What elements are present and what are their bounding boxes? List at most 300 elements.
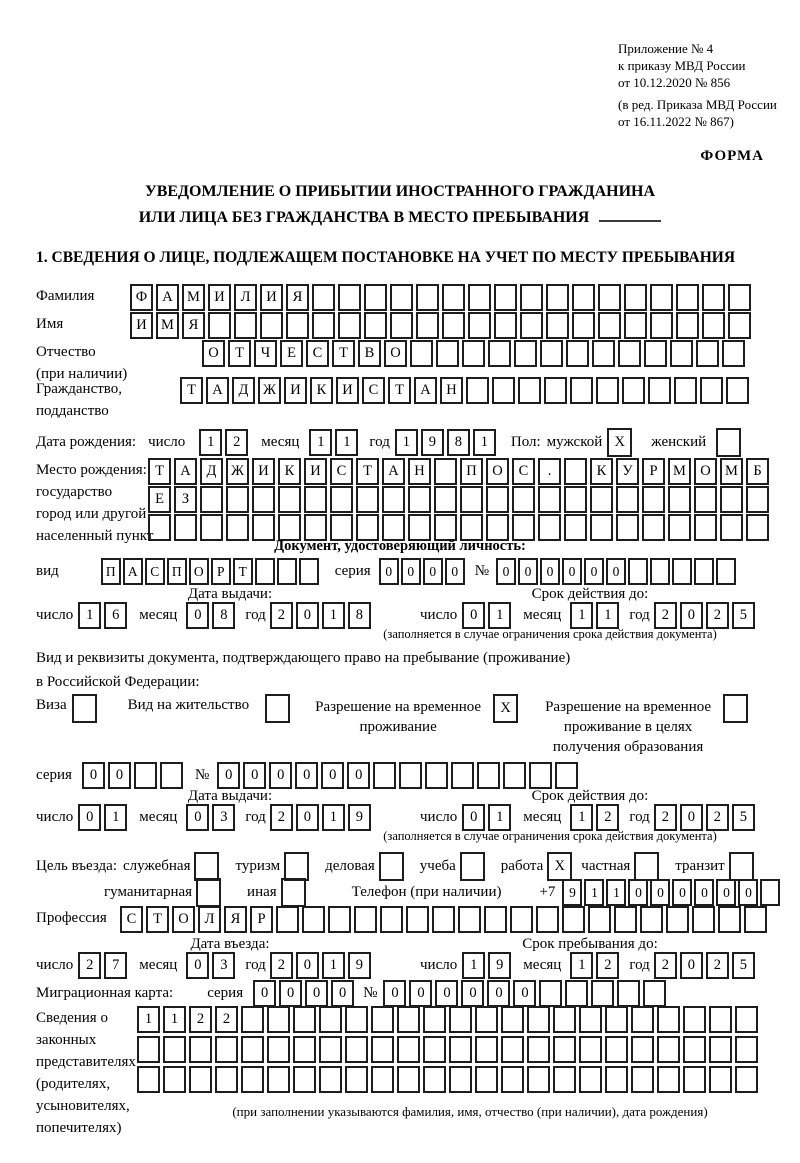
purpose-business-label: деловая xyxy=(325,858,375,874)
until-day-boxes xyxy=(462,952,514,979)
char-box xyxy=(514,340,537,367)
char-box: Л xyxy=(198,906,221,933)
char-box xyxy=(319,1036,342,1063)
char-box xyxy=(735,1006,758,1033)
char-box xyxy=(390,284,413,311)
char-box xyxy=(312,284,335,311)
char-box: 2 xyxy=(78,952,101,979)
char-box xyxy=(196,878,221,907)
char-box: 1 xyxy=(322,952,345,979)
char-box: 0 xyxy=(680,602,703,629)
staydoc-series-boxes xyxy=(82,762,186,789)
char-box xyxy=(484,906,507,933)
until-year-label: год xyxy=(629,957,650,973)
char-box xyxy=(709,1066,732,1093)
purpose-work-label: работа xyxy=(500,858,544,874)
char-box xyxy=(642,514,665,541)
representatives-label-line3: представителях xyxy=(36,1054,136,1070)
char-box: 0 xyxy=(496,558,516,585)
char-box: 1 xyxy=(137,1006,160,1033)
temp-permit-label-line2: проживание xyxy=(359,719,437,735)
char-box xyxy=(380,906,403,933)
char-box xyxy=(475,1066,498,1093)
char-box: 2 xyxy=(189,1006,212,1033)
sex-female-label: женский xyxy=(651,434,707,450)
char-box: 0 xyxy=(243,762,266,789)
char-box: С xyxy=(145,558,165,585)
char-box: 0 xyxy=(487,980,510,1007)
char-box: М xyxy=(156,312,179,339)
char-box xyxy=(512,486,535,513)
char-box: О xyxy=(189,558,209,585)
char-box xyxy=(278,486,301,513)
staydoc-valid-year-label: год xyxy=(629,809,650,825)
char-box: 8 xyxy=(348,602,371,629)
char-box xyxy=(716,558,736,585)
char-box: 0 xyxy=(518,558,538,585)
char-box xyxy=(527,1006,550,1033)
char-box: 9 xyxy=(348,952,371,979)
staydoc-number-boxes xyxy=(217,762,581,789)
iddoc-valid-day-boxes xyxy=(462,602,514,629)
char-box: 5 xyxy=(732,952,755,979)
char-box: 1 xyxy=(570,952,593,979)
char-box: 1 xyxy=(462,952,485,979)
char-box: 0 xyxy=(584,558,604,585)
char-box xyxy=(716,428,741,457)
residence-permit-checkbox xyxy=(265,694,293,723)
char-box: Н xyxy=(408,458,431,485)
form-title-line2-text: ИЛИ ЛИЦА БЕЗ ГРАЖДАНСТВА В МЕСТО ПРЕБЫВАНИЯ xyxy=(138,209,590,226)
char-box xyxy=(746,486,769,513)
birthdate-label: Дата рождения: xyxy=(36,434,137,450)
char-box: 1 xyxy=(335,429,358,456)
staydoc-valid-month-boxes xyxy=(570,804,622,831)
staydoc-valid-year-boxes xyxy=(654,804,758,831)
char-box xyxy=(194,852,219,881)
char-box: 1 xyxy=(584,879,604,906)
char-box xyxy=(518,377,541,404)
char-box: 1 xyxy=(488,804,511,831)
char-box xyxy=(605,1006,628,1033)
firstname-label: Имя xyxy=(36,316,64,332)
char-box xyxy=(634,852,659,881)
char-box xyxy=(442,284,465,311)
char-box xyxy=(260,312,283,339)
iddoc-issue-month-label: месяц xyxy=(139,607,178,623)
patronymic-label: Отчество xyxy=(36,344,96,360)
char-box: 0 xyxy=(694,879,714,906)
char-box: 9 xyxy=(348,804,371,831)
char-box: 0 xyxy=(186,952,209,979)
char-box xyxy=(650,558,670,585)
birthplace-boxes-row2 xyxy=(148,486,772,513)
char-box xyxy=(650,284,673,311)
char-box: 0 xyxy=(279,980,302,1007)
char-box: 0 xyxy=(606,558,626,585)
char-box: 1 xyxy=(488,602,511,629)
staydoc-issue-year-boxes xyxy=(270,804,374,831)
char-box: 2 xyxy=(654,952,677,979)
char-box: 0 xyxy=(401,558,421,585)
entry-date-row xyxy=(36,952,374,979)
char-box: 1 xyxy=(395,429,418,456)
char-box xyxy=(720,486,743,513)
profession-boxes xyxy=(120,906,770,933)
char-box xyxy=(460,852,485,881)
staydoc-number-label: № xyxy=(194,767,210,783)
char-box: 9 xyxy=(562,879,582,906)
char-box xyxy=(432,906,455,933)
char-box xyxy=(148,514,171,541)
char-box xyxy=(160,762,183,789)
char-box: 8 xyxy=(447,429,470,456)
until-month-boxes xyxy=(570,952,622,979)
char-box xyxy=(553,1036,576,1063)
citizenship-sublabel: подданство xyxy=(36,403,109,419)
staydoc-issue-month-label: месяц xyxy=(139,809,178,825)
char-box: К xyxy=(278,458,301,485)
char-box: 0 xyxy=(108,762,131,789)
char-box: 0 xyxy=(82,762,105,789)
birthdate-year-boxes xyxy=(395,429,499,456)
iddoc-issue-year-boxes xyxy=(270,602,374,629)
char-box: 0 xyxy=(186,804,209,831)
char-box: 3 xyxy=(212,952,235,979)
iddoc-issue-month-boxes xyxy=(186,602,238,629)
purpose-official-checkbox xyxy=(194,852,222,881)
char-box xyxy=(241,1006,264,1033)
char-box xyxy=(590,486,613,513)
birthplace-sublabel-2: город или другой xyxy=(36,506,147,522)
char-box xyxy=(643,980,666,1007)
char-box xyxy=(527,1036,550,1063)
char-box xyxy=(520,284,543,311)
profession-label: Профессия xyxy=(36,910,107,926)
char-box xyxy=(520,312,543,339)
char-box: 1 xyxy=(570,804,593,831)
char-box xyxy=(628,558,648,585)
char-box: 0 xyxy=(296,602,319,629)
char-box xyxy=(488,340,511,367)
char-box xyxy=(718,906,741,933)
char-box: 0 xyxy=(423,558,443,585)
iddoc-type-boxes xyxy=(101,558,321,585)
purpose-row2-phone-row xyxy=(104,878,782,907)
char-box: Я xyxy=(224,906,247,933)
char-box: 0 xyxy=(296,804,319,831)
surname-boxes xyxy=(130,284,754,311)
char-box: 2 xyxy=(654,602,677,629)
char-box xyxy=(436,340,459,367)
char-box xyxy=(267,1066,290,1093)
char-box xyxy=(702,312,725,339)
char-box: 1 xyxy=(596,602,619,629)
char-box: 0 xyxy=(269,762,292,789)
iddoc-valid-year-boxes xyxy=(654,602,758,629)
char-box xyxy=(408,486,431,513)
char-box xyxy=(278,514,301,541)
staydoc-options-row xyxy=(36,694,751,757)
iddoc-number-label: № xyxy=(474,563,489,579)
residence-permit-label: Вид на жительство xyxy=(127,697,250,713)
char-box: 0 xyxy=(738,879,758,906)
staydoc-valid-day-boxes xyxy=(462,804,514,831)
char-box: И xyxy=(336,377,359,404)
char-box xyxy=(354,906,377,933)
char-box: 1 xyxy=(606,879,626,906)
char-box xyxy=(425,762,448,789)
iddoc-validity-note: (заполняется в случае ограничения срока действия документа) xyxy=(383,627,717,641)
purpose-official-label: служебная xyxy=(122,858,191,874)
char-box: П xyxy=(101,558,121,585)
iddoc-type-row xyxy=(36,558,738,585)
char-box: 0 xyxy=(650,879,670,906)
char-box: Д xyxy=(232,377,255,404)
char-box: П xyxy=(460,458,483,485)
birthdate-month-boxes xyxy=(309,429,361,456)
char-box xyxy=(397,1036,420,1063)
until-month-label: месяц xyxy=(523,957,562,973)
edu-permit-checkbox xyxy=(723,694,751,723)
char-box: 0 xyxy=(445,558,465,585)
char-box xyxy=(356,486,379,513)
char-box: З xyxy=(174,486,197,513)
char-box xyxy=(492,377,515,404)
visa-label: Виза xyxy=(36,697,67,713)
char-box xyxy=(338,284,361,311)
char-box xyxy=(277,558,297,585)
char-box xyxy=(449,1006,472,1033)
char-box xyxy=(683,1036,706,1063)
char-box: Т xyxy=(146,906,169,933)
staydoc-issue-date-row xyxy=(36,804,374,831)
char-box xyxy=(276,906,299,933)
char-box: С xyxy=(512,458,535,485)
char-box xyxy=(284,852,309,881)
char-box xyxy=(527,1066,550,1093)
char-box xyxy=(598,284,621,311)
iddoc-issue-heading: Дата выдачи: xyxy=(187,586,273,602)
staydoc-validity-note: (заполняется в случае ограничения срока действия документа) xyxy=(383,829,717,843)
char-box: 1 xyxy=(473,429,496,456)
char-box xyxy=(579,1066,602,1093)
char-box: Я xyxy=(182,312,205,339)
char-box xyxy=(345,1006,368,1033)
birthplace-boxes-row1 xyxy=(148,458,772,485)
legal-reference-block xyxy=(618,40,777,130)
char-box xyxy=(399,762,422,789)
char-box xyxy=(434,458,457,485)
char-box: А xyxy=(206,377,229,404)
char-box: 0 xyxy=(186,602,209,629)
char-box xyxy=(728,284,751,311)
representatives-label-line6: попечителях) xyxy=(36,1120,122,1136)
char-box: 0 xyxy=(379,558,399,585)
char-box xyxy=(226,514,249,541)
char-box: 0 xyxy=(331,980,354,1007)
char-box xyxy=(330,514,353,541)
char-box xyxy=(503,762,526,789)
char-box xyxy=(442,312,465,339)
birthdate-year-label: год xyxy=(369,434,390,450)
char-box xyxy=(694,514,717,541)
char-box xyxy=(345,1036,368,1063)
char-box xyxy=(501,1066,524,1093)
representatives-boxes-row2 xyxy=(137,1036,761,1063)
iddoc-valid-day-label: число xyxy=(420,607,458,623)
char-box xyxy=(475,1036,498,1063)
char-box: О xyxy=(384,340,407,367)
char-box xyxy=(616,514,639,541)
char-box: 0 xyxy=(540,558,560,585)
char-box xyxy=(744,906,767,933)
char-box: 0 xyxy=(296,952,319,979)
char-box xyxy=(255,558,275,585)
char-box xyxy=(536,906,559,933)
char-box: 2 xyxy=(654,804,677,831)
char-box: 2 xyxy=(270,804,293,831)
char-box: 0 xyxy=(462,804,485,831)
title-blank-underline xyxy=(599,206,661,222)
char-box xyxy=(622,377,645,404)
char-box xyxy=(286,312,309,339)
char-box xyxy=(674,377,697,404)
char-box xyxy=(371,1006,394,1033)
char-box xyxy=(416,284,439,311)
char-box xyxy=(579,1036,602,1063)
char-box: Н xyxy=(440,377,463,404)
char-box: О xyxy=(486,458,509,485)
iddoc-issue-date-row xyxy=(36,602,374,629)
char-box xyxy=(486,514,509,541)
char-box xyxy=(408,514,431,541)
staydoc-issue-heading: Дата выдачи: xyxy=(187,788,273,804)
char-box: Т xyxy=(233,558,253,585)
char-box xyxy=(644,340,667,367)
char-box xyxy=(631,1036,654,1063)
char-box: С xyxy=(306,340,329,367)
char-box xyxy=(466,377,489,404)
char-box: 2 xyxy=(596,952,619,979)
entry-day-boxes xyxy=(78,952,130,979)
char-box xyxy=(723,694,748,723)
char-box xyxy=(226,486,249,513)
char-box: 6 xyxy=(104,602,127,629)
char-box xyxy=(215,1066,238,1093)
char-box xyxy=(373,762,396,789)
char-box: 0 xyxy=(383,980,406,1007)
phone-prefix: +7 xyxy=(539,884,556,900)
migration-series-boxes xyxy=(253,980,357,1007)
iddoc-series-boxes xyxy=(379,558,467,585)
char-box: X xyxy=(547,852,572,881)
char-box xyxy=(501,1006,524,1033)
representatives-boxes-row3 xyxy=(137,1066,761,1093)
char-box xyxy=(423,1066,446,1093)
char-box: 1 xyxy=(199,429,222,456)
char-box xyxy=(538,486,561,513)
char-box: X xyxy=(607,428,632,457)
char-box: 2 xyxy=(596,804,619,831)
char-box xyxy=(591,980,614,1007)
char-box xyxy=(564,458,587,485)
char-box xyxy=(382,514,405,541)
char-box xyxy=(631,1006,654,1033)
char-box: Т xyxy=(356,458,379,485)
representatives-boxes-row1 xyxy=(137,1006,761,1033)
purpose-private-checkbox xyxy=(634,852,662,881)
char-box xyxy=(510,906,533,933)
phone-label: Телефон (при наличии) xyxy=(351,884,502,900)
char-box xyxy=(477,762,500,789)
char-box xyxy=(596,377,619,404)
char-box: 2 xyxy=(706,804,729,831)
form-title-line1: УВЕДОМЛЕНИЕ О ПРИБЫТИИ ИНОСТРАННОГО ГРАЖДАНИНА xyxy=(144,183,656,200)
char-box xyxy=(494,284,517,311)
char-box: 2 xyxy=(706,952,729,979)
char-box xyxy=(163,1066,186,1093)
char-box xyxy=(200,486,223,513)
char-box xyxy=(397,1006,420,1033)
purpose-tourism-label: туризм xyxy=(235,858,281,874)
char-box: 0 xyxy=(680,952,703,979)
char-box: 0 xyxy=(321,762,344,789)
purpose-other-label: иная xyxy=(247,884,277,900)
char-box xyxy=(572,312,595,339)
char-box: 5 xyxy=(732,804,755,831)
char-box xyxy=(722,340,745,367)
char-box xyxy=(565,980,588,1007)
sex-male-checkbox xyxy=(607,428,635,457)
char-box: 1 xyxy=(322,602,345,629)
char-box: Б xyxy=(746,458,769,485)
char-box: 1 xyxy=(104,804,127,831)
iddoc-valid-year-label: год xyxy=(629,607,650,623)
char-box xyxy=(458,906,481,933)
char-box: Т xyxy=(148,458,171,485)
char-box xyxy=(616,486,639,513)
stay-until-heading: Срок пребывания до: xyxy=(522,936,658,952)
char-box xyxy=(423,1006,446,1033)
char-box: У xyxy=(616,458,639,485)
char-box xyxy=(670,340,693,367)
char-box xyxy=(382,486,405,513)
char-box: 1 xyxy=(309,429,332,456)
char-box xyxy=(356,514,379,541)
char-box xyxy=(564,514,587,541)
char-box: 0 xyxy=(716,879,736,906)
char-box xyxy=(72,694,97,723)
char-box: 0 xyxy=(253,980,276,1007)
firstname-boxes xyxy=(130,312,754,339)
char-box: 2 xyxy=(215,1006,238,1033)
char-box xyxy=(163,1036,186,1063)
char-box: X xyxy=(493,694,518,723)
char-box xyxy=(683,1066,706,1093)
staydoc-valid-heading: Срок действия до: xyxy=(531,788,649,804)
char-box xyxy=(462,340,485,367)
staydoc-issue-month-boxes xyxy=(186,804,238,831)
char-box xyxy=(267,1006,290,1033)
char-box xyxy=(330,486,353,513)
forma-label: ФОРМА xyxy=(700,148,764,164)
purpose-row xyxy=(36,852,757,881)
char-box: В xyxy=(358,340,381,367)
char-box xyxy=(618,340,641,367)
char-box: Р xyxy=(250,906,273,933)
migration-series-label: серия xyxy=(207,985,244,1001)
